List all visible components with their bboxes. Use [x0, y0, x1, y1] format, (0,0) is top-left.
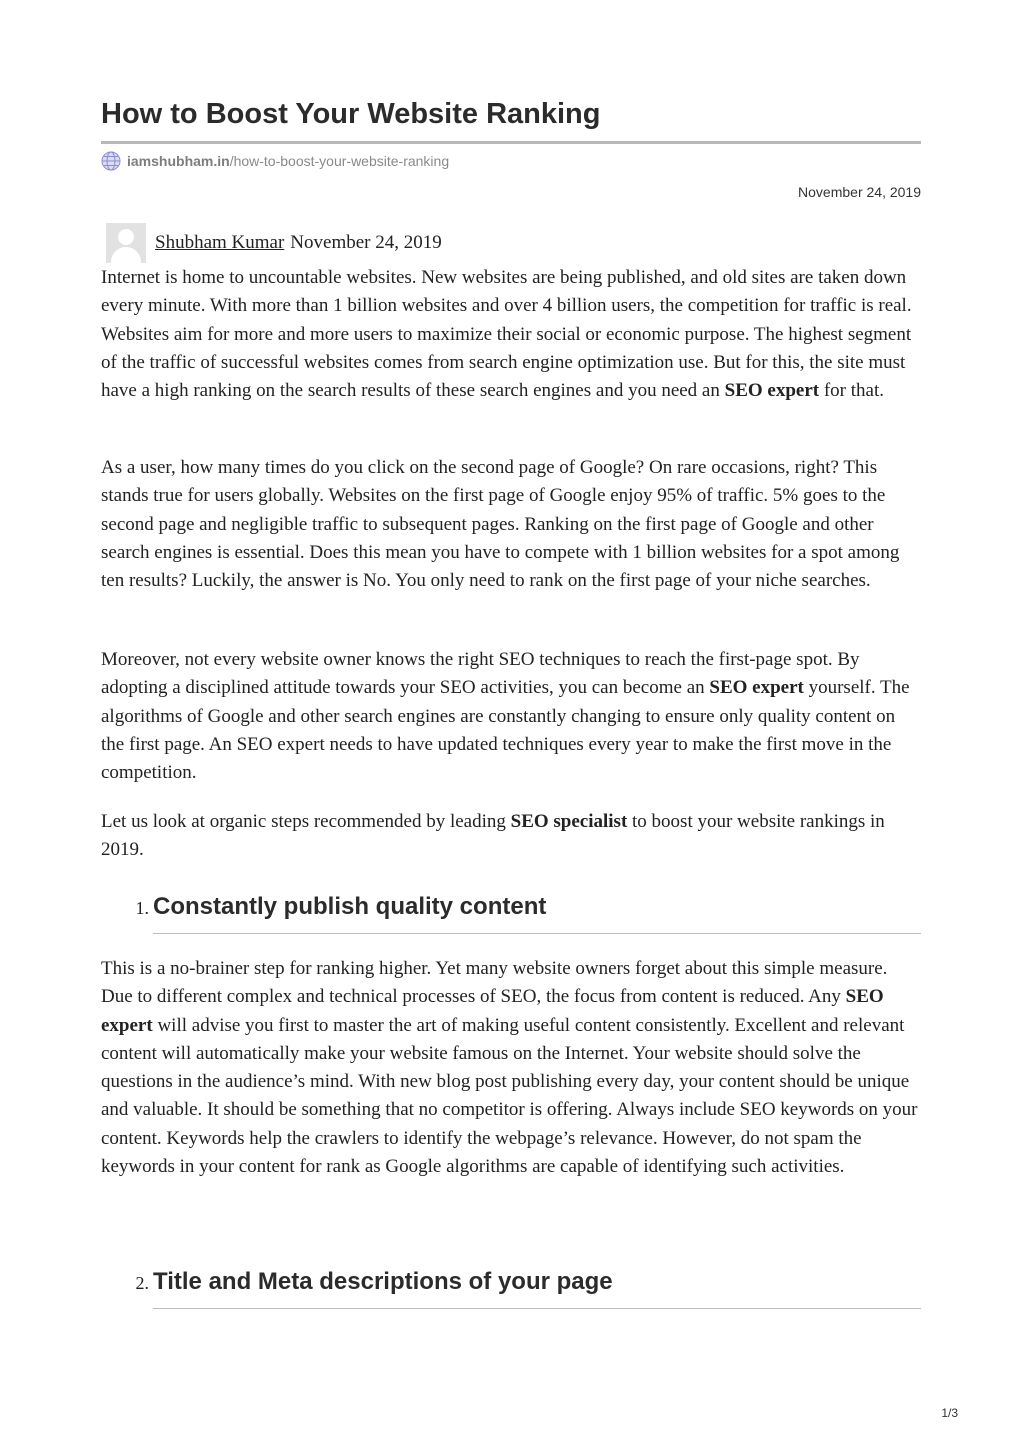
paragraph-3-text: Moreover, not every website owner knows the right SEO techniques to reach the first-page spot. By adopting a disciplined attitude towards your SEO activities, you can become an	[101, 649, 860, 699]
header-date: November 24, 2019	[798, 184, 921, 200]
heading-2-divider	[153, 1308, 921, 1309]
seo-expert-bold-2: SEO expert	[101, 986, 884, 1036]
paragraph-1-text-end: for that.	[819, 380, 884, 402]
paragraph-5-text-end: will advise you first to master the art of making useful content consistently. Excellent and relevant content will automatically make your website famous on the Internet. Your website should solve the questions in the audience’s mind. With new blog post publishing every day, your content should be unique and valuable. It should be something that no competitor is offering. Always include SEO keywords on your content. Keywords help the crawlers to identify the webpage’s relevance. However, do not spam the keywords in your content for rank as Google algorithms are capable of identifying such activities.	[101, 1014, 918, 1178]
page-title: How to Boost Your Website Ranking	[101, 98, 601, 130]
paragraph-2: As a user, how many times do you click on the second page of Google? On rare occasions, right? This stands true for users globally. Websites on the first page of Google enjoy 95% of traffic. 5% goes to the second page and negligible traffic to subsequent pages. Ranking on the first page of Google and other search engines is essential. Does this mean you have to compete with 1 billion websites for a spot among ten results? Luckily, the answer is No. You only need to rank on the first page of your niche searches.	[101, 457, 900, 592]
source-domain: iamshubham.in	[127, 153, 230, 169]
heading-2	[101, 1268, 921, 1296]
paragraph-4-text-end: to boost your website rankings in 2019.	[101, 811, 885, 861]
heading-2-text: Title and Meta descriptions of your page	[153, 1268, 613, 1295]
paragraph-5-text: This is a no-brainer step for ranking higher. Yet many website owners forget about this simple measure. Due to different complex and technical processes of SEO, the focus from content is reduced. Any	[101, 958, 888, 1008]
globe-icon	[101, 151, 121, 171]
byline	[106, 223, 442, 263]
paragraph-4-text: Let us look at organic steps recommended by leading	[101, 811, 511, 832]
paragraph-3-text-end: yourself. The algorithms of Google and other search engines are constantly changing to ensure only quality content on the first page. An SEO expert needs to have updated techniques every year to make the first move in the competition.	[101, 677, 910, 784]
heading-1-number: 1.	[135, 898, 149, 918]
paragraph-1	[101, 264, 923, 405]
paragraph-1-text: Internet is home to uncountable websites. New websites are being published, and old sites are taken down every minute. With more than 1 billion websites and over 4 billion users, the competition for traffic is real. Websites aim for more and more users to maximize their social or economic purpose. The highest segment of the traffic of successful websites comes from search engine optimization use. But for this, the site must have a high ranking on the search results of these search engines and you need an	[101, 267, 912, 402]
seo-specialist-bold: SEO specialist	[510, 811, 628, 832]
heading-1	[101, 893, 921, 921]
avatar	[106, 223, 146, 263]
seo-expert-bold: SEO expert	[709, 677, 804, 699]
source-path: /how-to-boost-your-website-ranking	[229, 153, 450, 169]
heading-2-number: 2.	[135, 1273, 149, 1293]
seo-expert-link: SEO expert	[724, 380, 820, 402]
title-divider	[101, 141, 921, 144]
source-link[interactable]	[101, 151, 449, 171]
paragraph-4	[101, 808, 923, 865]
heading-1-text: Constantly publish quality content	[153, 893, 547, 920]
page-number: 1/3	[941, 1406, 958, 1420]
paragraph-5	[101, 955, 923, 1181]
post-date: November 24, 2019	[290, 232, 442, 253]
heading-1-divider	[153, 933, 921, 934]
author-link[interactable]: Shubham Kumar	[155, 232, 285, 253]
paragraph-3	[101, 646, 923, 787]
